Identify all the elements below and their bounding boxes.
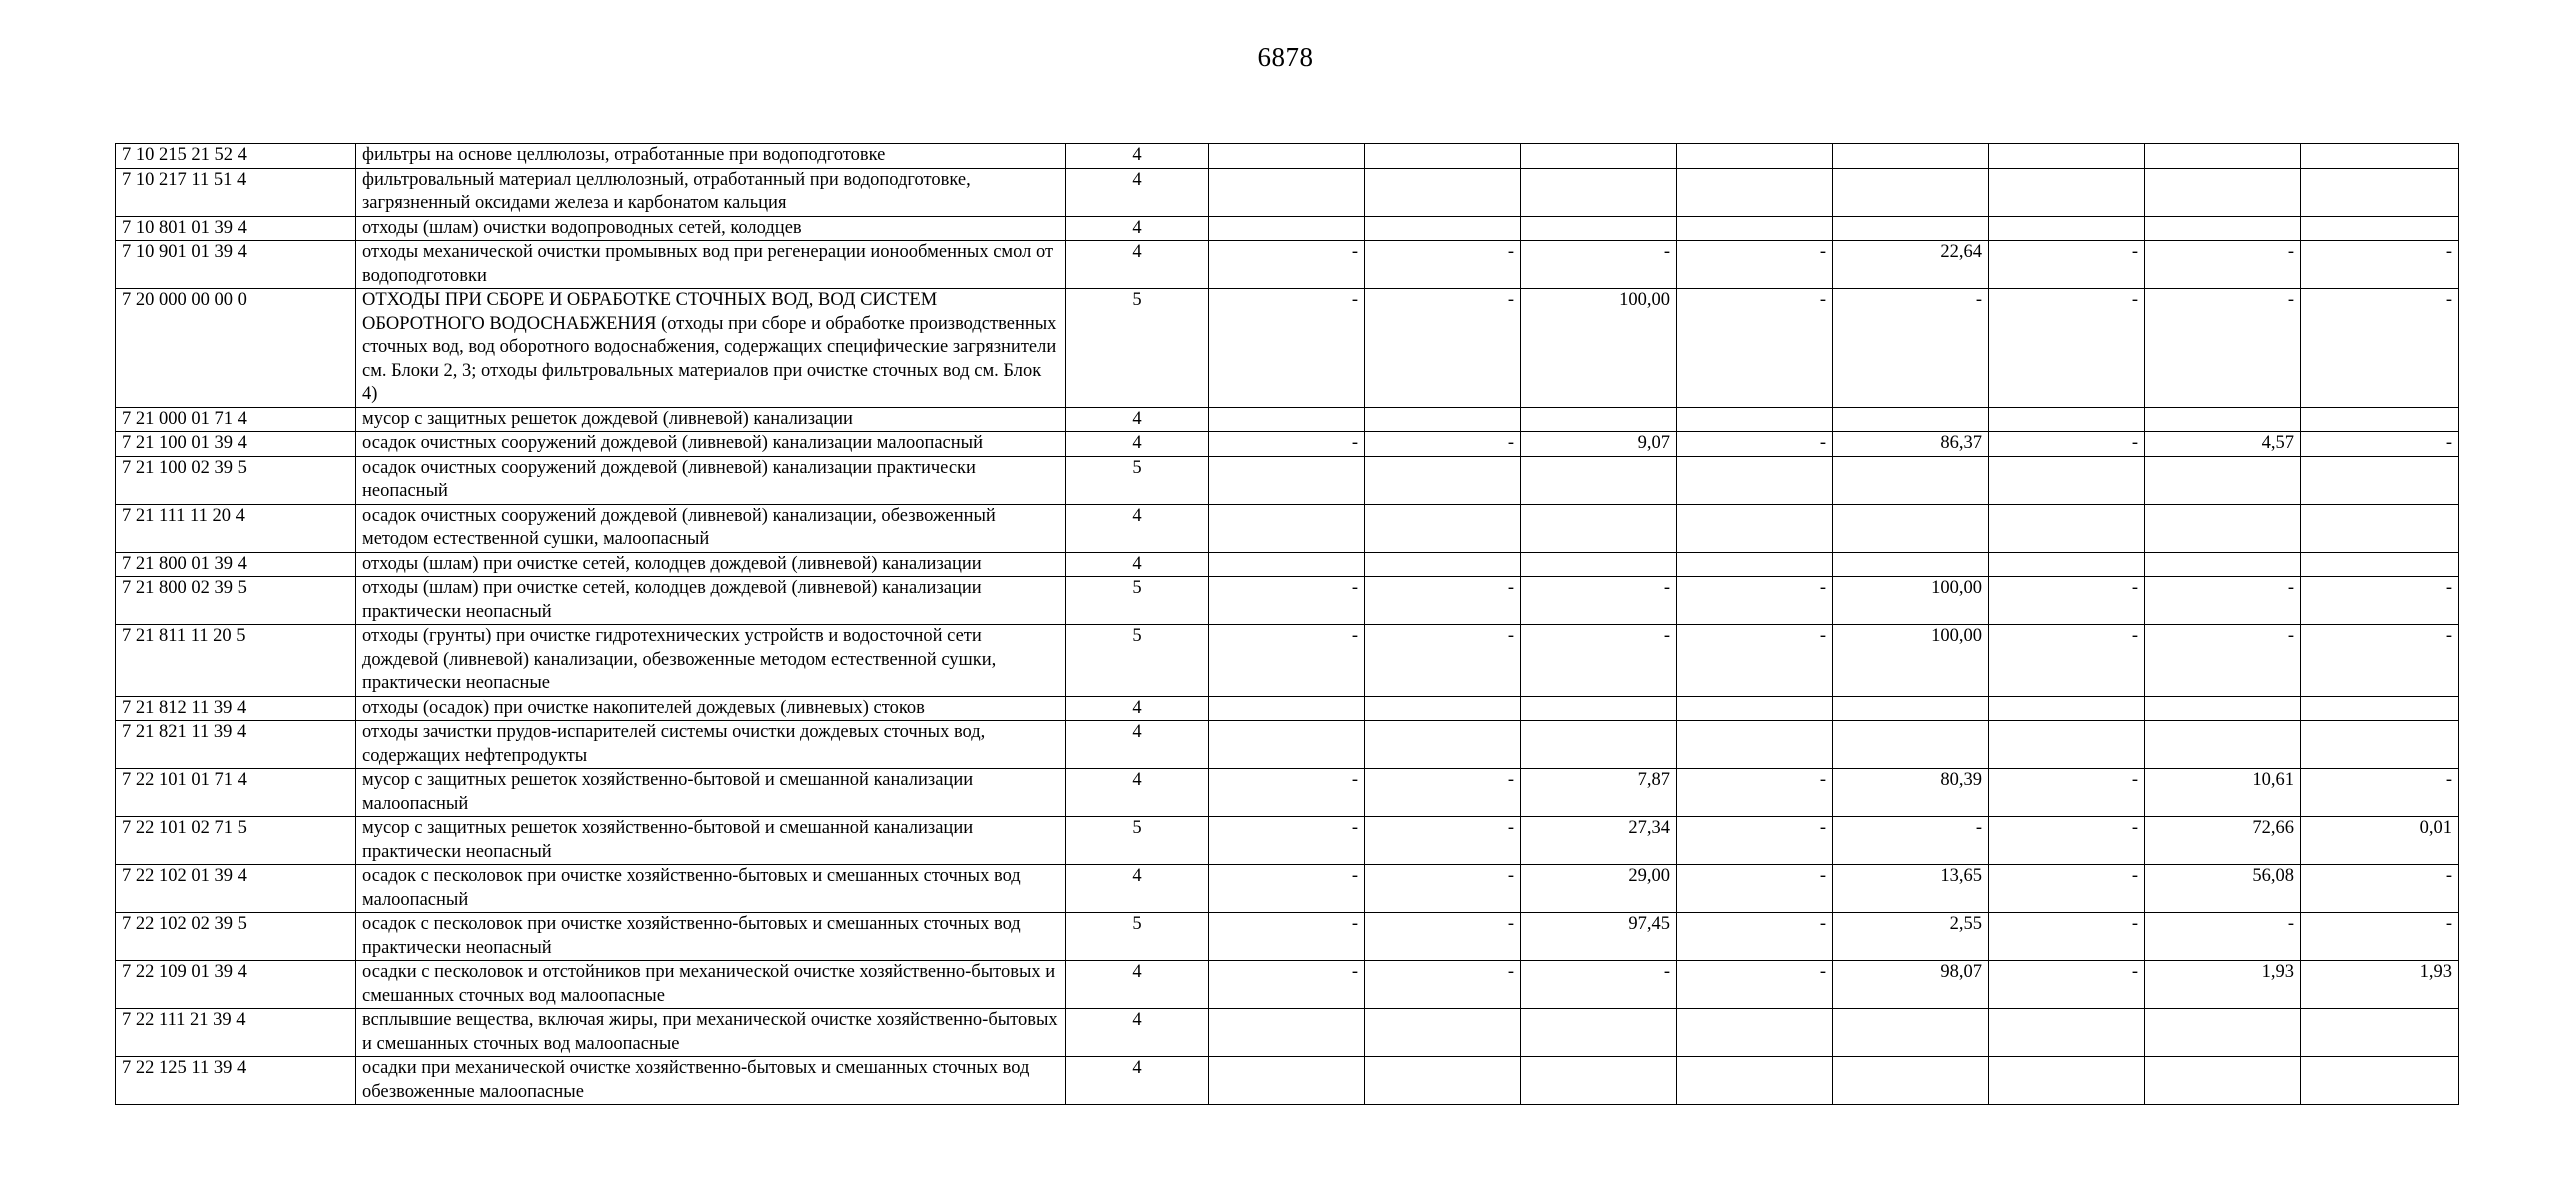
value-cell [1677,1057,1833,1105]
value-cell: 4,57 [2145,432,2301,457]
value-cell [2145,1009,2301,1057]
value-cell [1365,216,1521,241]
value-cell [1677,1009,1833,1057]
table-row [116,625,2459,697]
value-cell: - [1833,817,1989,865]
waste-code-cell: 7 20 000 00 00 0 [116,289,356,408]
value-cell: - [1365,865,1521,913]
value-cell: - [1365,625,1521,697]
value-cell: - [1209,865,1365,913]
value-cell [1521,456,1677,504]
value-cell: - [1209,432,1365,457]
value-cell [1989,168,2145,216]
waste-name-cell: отходы (шлам) при очистке сетей, колодцев дождевой (ливневой) канализации [356,552,1066,577]
value-cell [1209,407,1365,432]
value-cell [1521,1057,1677,1105]
waste-name-cell: всплывшие вещества, включая жиры, при механической очистке хозяйственно-бытовых и смешанных сточных вод малоопасные [356,1009,1066,1057]
value-cell: - [1365,913,1521,961]
value-cell: 80,39 [1833,769,1989,817]
table-row [116,504,2459,552]
value-cell: - [1365,961,1521,1009]
value-cell [2301,168,2459,216]
value-cell [1521,696,1677,721]
value-cell [2301,552,2459,577]
value-cell: - [1365,817,1521,865]
value-cell [1833,144,1989,169]
value-cell [1833,1057,1989,1105]
page-number: 6878 [1257,42,1314,72]
value-cell: - [1209,577,1365,625]
value-cell: 2,55 [1833,913,1989,961]
waste-code-cell: 7 21 100 01 39 4 [116,432,356,457]
value-cell: - [2301,432,2459,457]
value-cell: - [1677,817,1833,865]
value-cell [1989,552,2145,577]
value-cell: - [1989,865,2145,913]
value-cell [2145,504,2301,552]
waste-classification-table [115,143,2459,1105]
value-cell [1521,168,1677,216]
value-cell [1521,144,1677,169]
value-cell: 86,37 [1833,432,1989,457]
waste-name-cell: отходы (осадок) при очистке накопителей дождевых (ливневых) стоков [356,696,1066,721]
value-cell [1677,456,1833,504]
value-cell: - [1677,577,1833,625]
value-cell [1209,696,1365,721]
table-row [116,432,2459,457]
value-cell: - [1209,769,1365,817]
value-cell [1989,216,2145,241]
value-cell: - [1989,913,2145,961]
table-row [116,241,2459,289]
table-row [116,961,2459,1009]
value-cell [1989,456,2145,504]
value-cell [2145,456,2301,504]
value-cell: 100,00 [1833,577,1989,625]
hazard-class-cell: 4 [1066,168,1209,216]
value-cell: 1,93 [2145,961,2301,1009]
value-cell [1989,721,2145,769]
value-cell [2301,721,2459,769]
value-cell [1521,552,1677,577]
value-cell: 0,01 [2301,817,2459,865]
value-cell: - [1833,289,1989,408]
value-cell: - [1365,769,1521,817]
waste-code-cell: 7 21 111 11 20 4 [116,504,356,552]
hazard-class-cell: 5 [1066,456,1209,504]
waste-name-cell: осадок с песколовок при очистке хозяйственно-бытовых и смешанных сточных вод малоопасный [356,865,1066,913]
waste-name-cell: отходы (грунты) при очистке гидротехнических устройств и водосточной сети дождевой (ливневой) канализации, обезвоженные методом естественной сушки, практически неопасные [356,625,1066,697]
value-cell [1833,216,1989,241]
value-cell: - [1989,241,2145,289]
hazard-class-cell: 5 [1066,625,1209,697]
value-cell: 56,08 [2145,865,2301,913]
value-cell: - [1677,961,1833,1009]
value-cell: - [1209,913,1365,961]
value-cell [2301,504,2459,552]
waste-code-cell: 7 10 215 21 52 4 [116,144,356,169]
value-cell [1209,552,1365,577]
value-cell: - [1209,289,1365,408]
value-cell: - [1989,817,2145,865]
value-cell: 1,93 [2301,961,2459,1009]
value-cell [2145,721,2301,769]
value-cell [1209,456,1365,504]
value-cell: 7,87 [1521,769,1677,817]
value-cell [1989,696,2145,721]
value-cell: 27,34 [1521,817,1677,865]
table-row [116,817,2459,865]
waste-name-cell: отходы (шлам) при очистке сетей, колодцев дождевой (ливневой) канализации практически неопасный [356,577,1066,625]
hazard-class-cell: 4 [1066,407,1209,432]
waste-code-cell: 7 21 812 11 39 4 [116,696,356,721]
waste-name-cell: фильтры на основе целлюлозы, отработанные при водоподготовке [356,144,1066,169]
hazard-class-cell: 4 [1066,216,1209,241]
value-cell [1833,456,1989,504]
value-cell: 10,61 [2145,769,2301,817]
value-cell [1833,168,1989,216]
value-cell [1677,144,1833,169]
value-cell: - [1365,241,1521,289]
value-cell [1365,721,1521,769]
hazard-class-cell: 4 [1066,504,1209,552]
value-cell: - [1521,577,1677,625]
table-body [116,144,2459,1105]
value-cell: 72,66 [2145,817,2301,865]
waste-name-cell: осадок с песколовок при очистке хозяйственно-бытовых и смешанных сточных вод практически неопасный [356,913,1066,961]
hazard-class-cell: 5 [1066,577,1209,625]
value-cell: - [2145,625,2301,697]
waste-code-cell: 7 21 100 02 39 5 [116,456,356,504]
value-cell [2301,696,2459,721]
waste-name-cell: мусор с защитных решеток хозяйственно-бытовой и смешанной канализации малоопасный [356,769,1066,817]
value-cell [1209,504,1365,552]
hazard-class-cell: 5 [1066,289,1209,408]
value-cell [1677,696,1833,721]
value-cell [1365,1057,1521,1105]
value-cell [1677,216,1833,241]
value-cell: - [1365,289,1521,408]
hazard-class-cell: 4 [1066,552,1209,577]
value-cell [1833,552,1989,577]
value-cell [2301,144,2459,169]
hazard-class-cell: 4 [1066,432,1209,457]
waste-code-cell: 7 22 102 02 39 5 [116,913,356,961]
value-cell: - [1677,769,1833,817]
table-row [116,696,2459,721]
value-cell [2145,216,2301,241]
value-cell: 13,65 [1833,865,1989,913]
value-cell [2301,407,2459,432]
value-cell [2301,216,2459,241]
value-cell [2301,456,2459,504]
value-cell: - [2145,913,2301,961]
table-row [116,552,2459,577]
table-row [116,913,2459,961]
value-cell [1833,1009,1989,1057]
value-cell [1365,144,1521,169]
waste-code-cell: 7 10 801 01 39 4 [116,216,356,241]
table-row [116,865,2459,913]
value-cell: - [1989,577,2145,625]
value-cell [1365,456,1521,504]
value-cell [1209,168,1365,216]
waste-code-cell: 7 22 101 02 71 5 [116,817,356,865]
waste-code-cell: 7 22 101 01 71 4 [116,769,356,817]
value-cell: - [1677,913,1833,961]
value-cell [1209,1057,1365,1105]
table-row [116,216,2459,241]
value-cell [2301,1057,2459,1105]
value-cell [1833,696,1989,721]
value-cell [1209,216,1365,241]
value-cell [1677,721,1833,769]
waste-name-cell: фильтровальный материал целлюлозный, отработанный при водоподготовке, загрязненный оксидами железа и карбонатом кальция [356,168,1066,216]
table-row [116,1009,2459,1057]
value-cell [1521,1009,1677,1057]
waste-name-cell: мусор с защитных решеток дождевой (ливневой) канализации [356,407,1066,432]
value-cell [1833,504,1989,552]
value-cell: - [1677,625,1833,697]
value-cell [1521,216,1677,241]
waste-name-cell: осадки с песколовок и отстойников при механической очистке хозяйственно-бытовых и смешанных сточных вод малоопасные [356,961,1066,1009]
table-row [116,407,2459,432]
value-cell [1365,407,1521,432]
waste-name-cell: осадок очистных сооружений дождевой (ливневой) канализации малоопасный [356,432,1066,457]
value-cell [2145,552,2301,577]
value-cell [1521,721,1677,769]
value-cell [1989,1009,2145,1057]
value-cell: 98,07 [1833,961,1989,1009]
hazard-class-cell: 4 [1066,144,1209,169]
waste-code-cell: 7 10 901 01 39 4 [116,241,356,289]
hazard-class-cell: 5 [1066,913,1209,961]
value-cell: - [1365,577,1521,625]
value-cell: - [2301,769,2459,817]
value-cell: - [1989,432,2145,457]
table-row [116,1057,2459,1105]
value-cell [1365,696,1521,721]
value-cell: 100,00 [1521,289,1677,408]
value-cell [1989,144,2145,169]
value-cell: - [2301,625,2459,697]
value-cell: - [2301,577,2459,625]
hazard-class-cell: 4 [1066,1057,1209,1105]
value-cell: 22,64 [1833,241,1989,289]
value-cell [2145,407,2301,432]
value-cell: - [1209,961,1365,1009]
waste-name-cell: осадок очистных сооружений дождевой (ливневой) канализации практически неопасный [356,456,1066,504]
value-cell [1677,552,1833,577]
value-cell [2145,168,2301,216]
value-cell [1677,504,1833,552]
waste-name-cell: отходы (шлам) очистки водопроводных сетей, колодцев [356,216,1066,241]
waste-name-cell: ОТХОДЫ ПРИ СБОРЕ И ОБРАБОТКЕ СТОЧНЫХ ВОД, ВОД СИСТЕМ ОБОРОТНОГО ВОДОСНАБЖЕНИЯ (отходы при сборе и обработке производственных сточных вод, вод оборотного водоснабжения, содержащих специфические загрязнители см. Блоки 2, 3; отходы фильтровальных материалов при очистке сточных вод см. Блок 4) [356,289,1066,408]
waste-code-cell: 7 22 109 01 39 4 [116,961,356,1009]
value-cell: - [2145,577,2301,625]
table-row [116,144,2459,169]
waste-code-cell: 7 21 000 01 71 4 [116,407,356,432]
value-cell: - [2301,289,2459,408]
waste-code-cell: 7 22 102 01 39 4 [116,865,356,913]
value-cell: - [1209,817,1365,865]
hazard-class-cell: 4 [1066,241,1209,289]
value-cell: - [1989,289,2145,408]
value-cell: - [1677,289,1833,408]
value-cell: 97,45 [1521,913,1677,961]
waste-name-cell: отходы зачистки прудов-испарителей системы очистки дождевых сточных вод, содержащих нефтепродукты [356,721,1066,769]
table-row [116,168,2459,216]
value-cell [1989,407,2145,432]
hazard-class-cell: 4 [1066,1009,1209,1057]
value-cell: - [1209,625,1365,697]
table-row [116,289,2459,408]
value-cell [2145,144,2301,169]
value-cell: - [1521,625,1677,697]
value-cell: 100,00 [1833,625,1989,697]
waste-code-cell: 7 21 800 02 39 5 [116,577,356,625]
value-cell: 29,00 [1521,865,1677,913]
value-cell: - [1989,769,2145,817]
value-cell: - [1989,625,2145,697]
value-cell [1833,407,1989,432]
hazard-class-cell: 4 [1066,865,1209,913]
table-row [116,456,2459,504]
value-cell: - [2301,913,2459,961]
waste-code-cell: 7 22 125 11 39 4 [116,1057,356,1105]
value-cell: 9,07 [1521,432,1677,457]
value-cell: - [1677,865,1833,913]
value-cell: - [1521,241,1677,289]
waste-name-cell: мусор с защитных решеток хозяйственно-бытовой и смешанной канализации практически неопасный [356,817,1066,865]
value-cell [1833,721,1989,769]
value-cell [1209,1009,1365,1057]
value-cell: - [1365,432,1521,457]
table-row [116,577,2459,625]
value-cell [1365,1009,1521,1057]
value-cell: - [1677,432,1833,457]
waste-name-cell: осадки при механической очистке хозяйственно-бытовых и смешанных сточных вод обезвоженные малоопасные [356,1057,1066,1105]
table-row [116,721,2459,769]
value-cell: - [1989,961,2145,1009]
value-cell: - [2301,865,2459,913]
value-cell [1365,504,1521,552]
waste-code-cell: 7 21 821 11 39 4 [116,721,356,769]
hazard-class-cell: 5 [1066,817,1209,865]
value-cell: - [1209,241,1365,289]
value-cell: - [2301,241,2459,289]
value-cell [1989,504,2145,552]
value-cell [1365,552,1521,577]
value-cell: - [1677,241,1833,289]
value-cell [1365,168,1521,216]
hazard-class-cell: 4 [1066,696,1209,721]
value-cell [1209,721,1365,769]
value-cell [1989,1057,2145,1105]
value-cell [2145,1057,2301,1105]
value-cell: - [2145,241,2301,289]
hazard-class-cell: 4 [1066,721,1209,769]
hazard-class-cell: 4 [1066,961,1209,1009]
value-cell [2301,1009,2459,1057]
waste-code-cell: 7 22 111 21 39 4 [116,1009,356,1057]
value-cell: - [1521,961,1677,1009]
value-cell [1677,407,1833,432]
value-cell [1521,504,1677,552]
hazard-class-cell: 4 [1066,769,1209,817]
value-cell [1677,168,1833,216]
value-cell [2145,696,2301,721]
waste-name-cell: осадок очистных сооружений дождевой (ливневой) канализации, обезвоженный методом естественной сушки, малоопасный [356,504,1066,552]
value-cell: - [2145,289,2301,408]
waste-name-cell: отходы механической очистки промывных вод при регенерации ионообменных смол от водоподготовки [356,241,1066,289]
waste-code-cell: 7 10 217 11 51 4 [116,168,356,216]
value-cell [1521,407,1677,432]
waste-code-cell: 7 21 811 11 20 5 [116,625,356,697]
waste-code-cell: 7 21 800 01 39 4 [116,552,356,577]
value-cell [1209,144,1365,169]
table-row [116,769,2459,817]
